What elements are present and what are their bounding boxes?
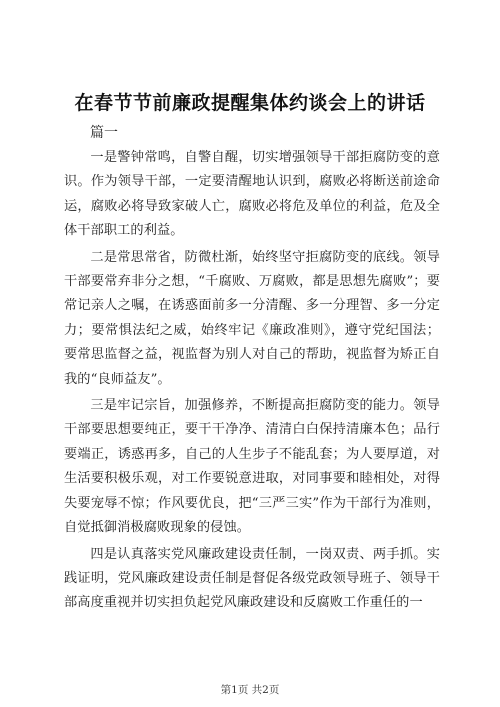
page-footer: 第1页 共2页 [220,684,280,696]
document-title: 在春节节前廉政提醒集体约谈会上的讲话 [74,92,426,114]
paragraph: 一是警钟常鸣，自警自醒，切实增强领导干部拒腐防变的意识。作为领导干部，一定要清醒地认识到，腐败必将断送前途命运，腐败必将导致家破人亡，腐败必将危及单位的利益，危及全体干部职工的利益。 [64,150,440,239]
paragraph: 三是牢记宗旨，加强修养，不断提高拒腐防变的能力。领导干部要思想要纯正，要干干净净、清清白白保持清廉本色；品行要端正，诱惑再多，自己的人生步子不能乱套；为人要厚道，对生活要积极乐观，对工作要锐意进取，对同事要和睦相处，对得失要宠辱不惊；作风要优良，把“三严三实”作为干部行为准则，自觉抵御消极腐败现象的侵蚀。 [64,398,440,536]
document-body [64,146,440,616]
paragraph: 四是认真落实党风廉政建设责任制，一岗双责、两手抓。实践证明，党风廉政建设责任制是督促各级党政领导班子、领导干部高度重视并切实担负起党风廉政建设和反腐败工作重任的一 [64,546,440,611]
paragraph: 二是常思常省，防微杜渐，始终坚守拒腐防变的底线。领导干部要常弃非分之想，“千腐败、万腐败，都是思想先腐败”；要常记亲人之嘱，在诱惑面前多一分清醒、多一分理智、多一分定力；要常惧法纪之威，始终牢记《廉政准则》，遵守党纪国法；要常思监督之益，视监督为别人对自己的帮助，视监督为矫正自我的“良师益友”。 [64,249,440,387]
section-heading: 篇一 [90,125,118,141]
